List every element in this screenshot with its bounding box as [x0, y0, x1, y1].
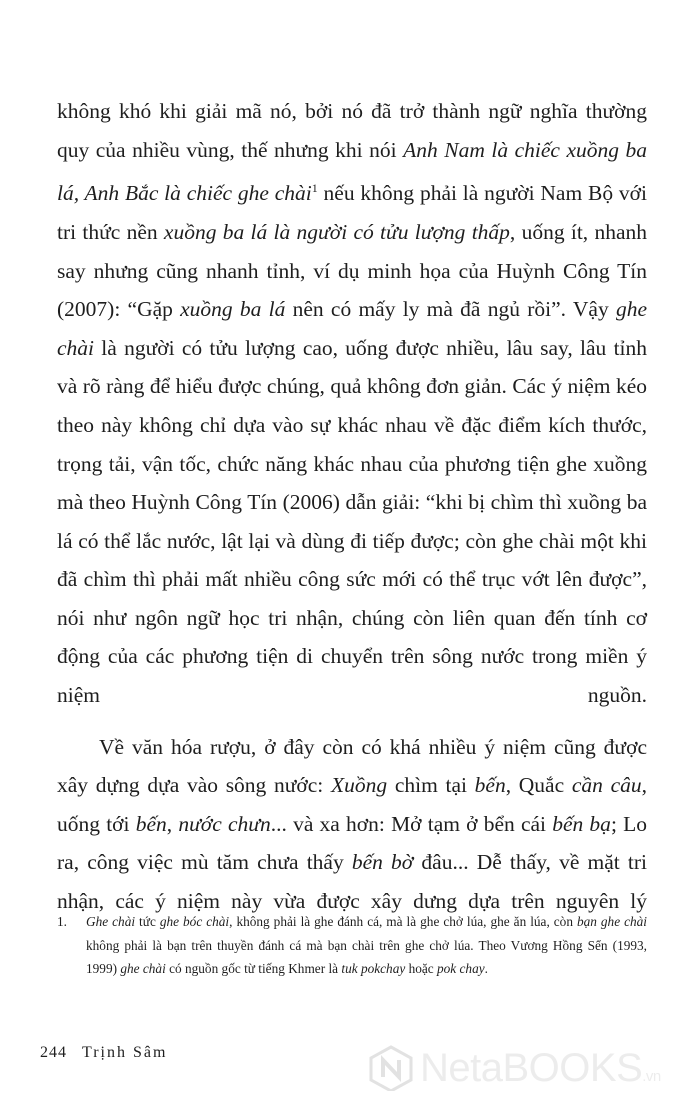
paragraph-2 — [57, 728, 647, 921]
text-span: đâu... Dễ thấy, về mặt — [413, 850, 620, 875]
watermark-suffix: .vn — [642, 1067, 661, 1085]
text-span: tiện di chuyển trên sông nước trong miền ý niệm nguồn. — [57, 644, 647, 708]
italic-span: Xuồng — [330, 773, 388, 798]
text-span: uống tới — [57, 811, 136, 836]
text-span: giải: “khi bị chìm thì xuồng ba lá có thể lắc nước, lật lại và dùng — [57, 490, 647, 553]
text-span: , uống ít, — [509, 219, 589, 244]
italic-span: pok chay — [437, 961, 485, 977]
text-span: chìm tại — [387, 773, 475, 798]
italic-span: ghe bóc chài — [159, 914, 230, 929]
text-span: phương tiện ghe xuồng mà theo Huỳnh Công Tín (2006) dẫn — [57, 451, 647, 515]
footnote-number: 1. — [57, 914, 67, 929]
text-span: không phải là bạn trên thuyền đánh cá mà bạn chài trên ghe chở lúa. Theo Vương Hồng Sển (1993, 1999) — [86, 937, 647, 977]
text-span: công sức mới có thể trục vớt lên được”, nói như ngôn ngữ học — [57, 567, 647, 630]
text-span: nên có mấy ly mà đã ngủ rồi”. — [285, 297, 567, 322]
text-span: Vậy — [572, 297, 616, 322]
italic-span: ghe chài — [57, 297, 647, 360]
text-span: Công Tín (2007): “Gặp — [57, 258, 648, 322]
italic-span: Anh Nam là chiếc xuồng — [403, 137, 620, 162]
italic-span: bến — [474, 773, 506, 798]
italic-span: xuồng ba lá là người có tửu lượng thấp — [163, 219, 510, 244]
running-author: Trịnh Sâm — [82, 1044, 168, 1061]
text-span: tức — [135, 914, 160, 929]
italic-span: Ghe chài — [86, 914, 136, 929]
text-span: nhanh say nhưng cũng nhanh tỉnh, ví dụ minh họa của Huỳnh — [57, 219, 647, 283]
italic-span: ghe chài — [120, 961, 166, 977]
italic-span: nước chưn — [178, 811, 271, 836]
text-span: quy của nhiều vùng, thế nhưng khi nói — [57, 137, 404, 162]
paragraph-1 — [57, 92, 647, 715]
text-span: ... và xa hơn: Mở tạm ở bển cái — [270, 811, 553, 836]
text-span: với tri thức nền — [57, 181, 648, 244]
text-span: nếu không phải là người Nam Bộ — [317, 181, 614, 206]
page-number: 244 — [40, 1044, 67, 1061]
text-span: điểm kích thước, trọng tải, vận tốc, chức năng khác nhau của — [57, 412, 648, 476]
footnote — [57, 910, 647, 981]
text-span: có nguồn gốc từ tiếng Khmer là — [165, 961, 342, 977]
text-span: Các ý niệm kéo theo này không chỉ dựa vào sự khác nhau về đặc — [57, 374, 647, 437]
text-span: xây dựng dựa vào sông nước: — [57, 773, 331, 798]
italic-span: ba lá, Anh Bắc là chiếc ghe chài — [57, 137, 648, 206]
text-span: ; — [610, 811, 617, 836]
text-span: , không phải là ghe đánh cá, mà là ghe chở lúa, ghe ăn lúa, còn — [229, 914, 577, 929]
italic-span: bạn ghe chài — [576, 914, 647, 929]
italic-span: bến bờ — [351, 850, 414, 875]
text-span: đi tiếp được; còn ghe chài một khi đã chìm thì phải mất nhiều — [57, 528, 647, 592]
text-span: lâu tỉnh và rõ ràng để hiểu được chúng, quả không đơn giản. — [57, 335, 648, 399]
text-span: tri nhận, các ý niệm này vừa được xây dưng dựa trên nguyên lý — [57, 850, 647, 914]
text-span: là người có tửu lượng cao, uống được nhiều, lâu say, — [94, 335, 573, 360]
footnote-text — [86, 910, 647, 981]
text-span: hoặc — [405, 961, 437, 977]
italic-span: bến — [135, 811, 167, 836]
text-span: . — [484, 961, 488, 977]
text-span: tri nhận, chúng còn liên quan đến tính cơ động của các phương — [57, 605, 648, 669]
text-span: , — [641, 773, 647, 798]
italic-span: cần câu — [571, 773, 642, 798]
italic-span: xuồng ba lá — [180, 297, 286, 322]
watermark — [368, 1038, 678, 1098]
watermark-brand: NetaBOOKS.vn — [420, 1045, 661, 1090]
text-line: không khó khi giải mã nó, bởi nó đã trở thành ngữ nghĩa thường — [57, 99, 647, 123]
page-footer — [40, 1044, 167, 1062]
footnote-ref[interactable]: 1 — [311, 181, 318, 196]
text-span: Về văn hóa rượu, ở đây còn có khá nhiều ý niệm cũng được — [99, 734, 647, 759]
text-span: , Quắc — [505, 773, 572, 798]
body-text — [57, 92, 647, 921]
text-span: Lo ra, công việc mù tăm chưa thấy — [57, 811, 647, 875]
n-logo-icon — [368, 1045, 414, 1091]
italic-span: bến bạ — [552, 811, 611, 836]
italic-span: tuk pokchay — [341, 961, 406, 977]
text-span: , — [166, 811, 179, 836]
